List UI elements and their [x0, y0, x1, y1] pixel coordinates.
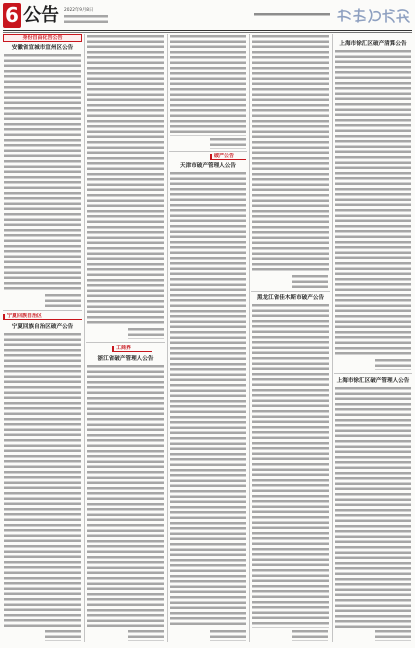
notice-divider — [169, 151, 247, 152]
notice-title: 黑龙江省佳木斯市破产公告 — [256, 295, 325, 301]
notice-signature — [210, 138, 246, 149]
notice-divider — [86, 342, 165, 343]
notice-tag: 工商界 — [112, 345, 152, 352]
notice-body — [4, 333, 81, 629]
notice-signature — [375, 359, 411, 370]
notice-signature — [292, 275, 328, 288]
notice-title: 上海市徐汇区破产管理人公告 — [336, 378, 410, 384]
notice-signature — [45, 294, 81, 307]
notice-divider — [251, 291, 330, 292]
masthead-logo — [336, 6, 411, 26]
notice-tag: 宁夏回族自治区 — [3, 313, 82, 320]
notice-body — [335, 50, 411, 357]
notice-tag: 破产公告 — [210, 153, 246, 160]
notice-signature — [128, 630, 164, 641]
editor-credits — [64, 15, 108, 23]
notice-signature — [45, 630, 81, 641]
notice-signature — [375, 630, 411, 641]
notice-title: 天津市破产管理人公告 — [180, 163, 236, 169]
notice-title: 安徽省宣城市宣州区公告 — [11, 45, 74, 51]
notice-body — [252, 304, 329, 628]
notice-body — [252, 35, 329, 273]
contact-line — [254, 13, 330, 16]
header-rule — [3, 30, 412, 31]
notice-title: 上海市徐汇区破产清算公告 — [339, 41, 407, 47]
notice-body — [87, 35, 164, 326]
notice-signature — [210, 630, 246, 641]
notice-divider — [3, 310, 82, 311]
notice-divider — [334, 373, 412, 374]
notice-tag: 身份自由化告公告 — [3, 34, 82, 42]
section-title: 公告 — [23, 5, 59, 26]
notice-signature — [292, 630, 328, 641]
column-divider — [249, 34, 250, 642]
notice-title: 浙江省破产管理人公告 — [97, 356, 154, 362]
notice-body — [4, 54, 81, 291]
page-number-badge: 6 — [3, 3, 21, 28]
header-rule-thin — [3, 32, 412, 33]
column-divider — [167, 34, 168, 642]
notice-body — [335, 387, 411, 628]
notice-body — [170, 35, 246, 136]
column-divider — [332, 34, 333, 642]
column-divider — [84, 34, 85, 642]
notice-title: 宁夏回族自治区破产公告 — [11, 324, 74, 330]
notice-body — [87, 365, 164, 628]
notice-signature — [128, 328, 164, 339]
issue-date: 2022年9月8日 — [64, 8, 94, 13]
notice-body — [170, 172, 246, 628]
